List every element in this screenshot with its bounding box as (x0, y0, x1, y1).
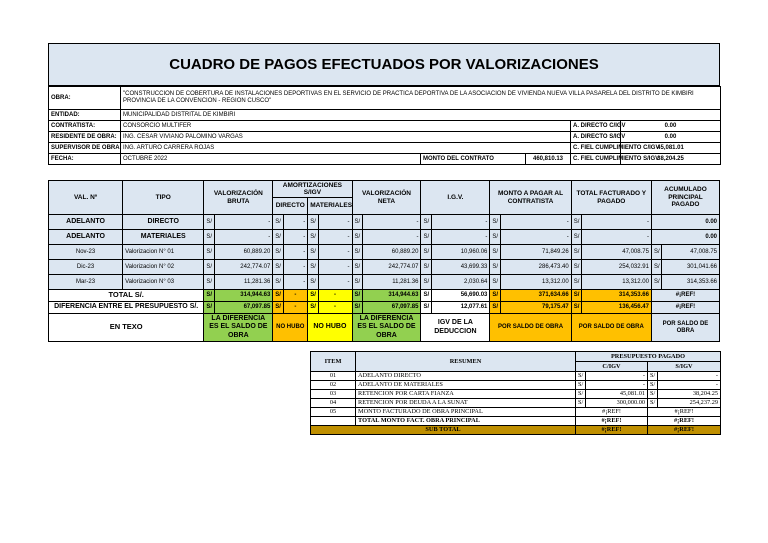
table-row (49, 260, 720, 275)
monto-contrato-value: 460,810.13 (526, 154, 571, 165)
diff-bruta: 67,097.85 (214, 302, 273, 314)
row-val: ADELANTO (49, 230, 123, 245)
currency-cell: S/ (651, 245, 661, 260)
row-neta: - (362, 230, 421, 245)
row-total: - (581, 230, 651, 245)
row-bruta: 11,281.36 (214, 275, 273, 290)
diff-igv: 12,077.61 (431, 302, 490, 314)
currency-cell: S/ (352, 230, 362, 245)
summary-item: 02 (311, 381, 356, 390)
row-tipo: Valorizacion N° 01 (123, 245, 204, 260)
currency-cell: S/ (651, 275, 661, 290)
row-directo: - (283, 245, 308, 260)
row-igv: 10,960.06 (431, 245, 490, 260)
header-tipo: TIPO (123, 181, 204, 215)
row-tipo: MATERIALES (123, 230, 204, 245)
diff-row (49, 302, 720, 314)
row-igv: - (431, 215, 490, 230)
currency-cell: S/ (352, 245, 362, 260)
summary-row (311, 381, 721, 390)
diff-directo: - (283, 302, 308, 314)
row-materiales: - (318, 245, 352, 260)
summary-cigv: - (586, 372, 648, 381)
table-row (49, 245, 720, 260)
obra-label: OBRA: (49, 87, 121, 110)
diff-monto: 79,175.47 (500, 302, 571, 314)
row-neta: 60,889.20 (362, 245, 421, 260)
row-acumulado: 314,353.66 (662, 275, 720, 290)
texto-facturado: POR SALDO DE OBRA (571, 314, 651, 342)
summary-item: 01 (311, 372, 356, 381)
supervisor-label: SUPERVISOR DE OBRA: (49, 143, 121, 154)
summary-sigv: #¡REF! (648, 408, 721, 417)
total-facturado: 314,353.66 (581, 290, 651, 302)
row-directo: - (283, 230, 308, 245)
summary-desc: RETENCION POR DEUDA A LA SUNAT (356, 399, 576, 408)
header-igv: I.G.V. (421, 181, 490, 215)
row-acumulado: 47,008.75 (662, 245, 720, 260)
header-materiales: MATERIALES (308, 198, 352, 215)
total-directo: - (283, 290, 308, 302)
texto-monto: POR SALDO DE OBRA (490, 314, 571, 342)
currency-cell: S/ (576, 390, 586, 399)
row-val: Nov-23 (49, 245, 123, 260)
row-val: Mar-23 (49, 275, 123, 290)
texto-bruta: LA DIFERENCIA ES EL SALDO DE OBRA (204, 314, 273, 342)
summary-subtotal-label: SUB TOTAL (311, 426, 576, 435)
fecha-value: OCTUBRE 2022 (121, 154, 421, 165)
row-val: ADELANTO (49, 215, 123, 230)
diff-acumulado: #¡REF! (651, 302, 719, 314)
currency-cell: S/ (421, 302, 431, 314)
summary-cigv: 300,000.00 (586, 399, 648, 408)
summary-total-row (311, 417, 721, 426)
currency-cell: S/ (204, 230, 214, 245)
currency-cell: S/ (352, 275, 362, 290)
header-total-facturado: TOTAL FACTURADO Y PAGADO (571, 181, 651, 215)
row-materiales: - (318, 275, 352, 290)
cfiel-sigv-label: C. FIEL CUMPLIMIENTO S/IGV (571, 154, 621, 165)
currency-cell: S/ (490, 245, 500, 260)
summary-row (311, 408, 721, 417)
row-neta: 11,281.36 (362, 275, 421, 290)
currency-cell: S/ (308, 290, 318, 302)
texto-neta: LA DIFERENCIA ES EL SALDO DE OBRA (352, 314, 421, 342)
entidad-label: ENTIDAD: (49, 110, 121, 121)
obra-value: "CONSTRUCCION DE COBERTURA DE INSTALACIONES DEPORTIVAS EN EL SERVICIO DE PRACTICA DEPORTIVA DE LA ASOCIACION DE VIVIENDA NUEVA VILLA PASARELA DEL DISTRITO DE KIMBIRI PROVINCIA DE LA CONVENCION - REGION CUSCO" (121, 87, 721, 110)
valuations-table (48, 180, 720, 342)
contratista-label: CONTRATISTA: (49, 121, 121, 132)
summary-cigv-header: C/IGV (576, 362, 648, 372)
currency-cell: S/ (308, 230, 318, 245)
row-total: - (581, 215, 651, 230)
summary-total-label: TOTAL MONTO FACT. OBRA PRINCIPAL (356, 417, 576, 426)
currency-cell: S/ (204, 290, 214, 302)
summary-row (311, 399, 721, 408)
texto-directo: NO HUBO (273, 314, 308, 342)
row-bruta: 242,774.07 (214, 260, 273, 275)
header-directo: DIRECTO (273, 198, 308, 215)
cfiel-sigv-value: 38,204.25 (621, 154, 721, 165)
monto-contrato-label: MONTO DEL CONTRATO (421, 154, 526, 165)
currency-cell: S/ (571, 260, 581, 275)
summary-total-sigv: #¡REF! (648, 417, 721, 426)
header-val-neta: VALORIZACIÓN NETA (352, 181, 421, 215)
row-acumulado: 0.00 (651, 230, 719, 245)
row-monto: - (500, 230, 571, 245)
row-neta: 242,774.07 (362, 260, 421, 275)
total-bruta: 314,944.63 (214, 290, 273, 302)
summary-item: 03 (311, 390, 356, 399)
row-acumulado: 301,041.66 (662, 260, 720, 275)
texto-materiales: NO HUBO (308, 314, 352, 342)
entidad-value: MUNICIPALIDAD DISTRITAL DE KIMBIRI (121, 110, 721, 121)
currency-cell: S/ (352, 290, 362, 302)
summary-sigv: 38,204.25 (658, 390, 721, 399)
summary-desc: ADELANTO DIRECTO (356, 372, 576, 381)
currency-cell: S/ (308, 260, 318, 275)
row-bruta: - (214, 230, 273, 245)
summary-subtotal-row (311, 426, 721, 435)
page-title: CUADRO DE PAGOS EFECTUADOS POR VALORIZACIONES (48, 43, 720, 86)
texto-label: EN TEXO (49, 314, 204, 342)
summary-item: 04 (311, 399, 356, 408)
currency-cell: S/ (490, 260, 500, 275)
texto-igv: IGV DE LA DEDUCCION (421, 314, 490, 342)
row-neta: - (362, 215, 421, 230)
header-acumulado: ACUMULADO PRINCIPAL PAGADO (651, 181, 719, 215)
summary-subtotal-sigv: #¡REF! (648, 426, 721, 435)
summary-desc: ADELANTO DE MATERIALES (356, 381, 576, 390)
currency-cell: S/ (421, 215, 431, 230)
currency-cell: S/ (421, 245, 431, 260)
row-monto: - (500, 215, 571, 230)
total-neta: 314,944.63 (362, 290, 421, 302)
header-amortizaciones: AMORTIZACIONES S/IGV (273, 181, 352, 198)
row-monto: 71,849.26 (500, 245, 571, 260)
currency-cell: S/ (204, 275, 214, 290)
summary-row (311, 390, 721, 399)
currency-cell: S/ (490, 290, 500, 302)
table-row (49, 275, 720, 290)
row-directo: - (283, 275, 308, 290)
summary-subtotal-cigv: #¡REF! (576, 426, 648, 435)
summary-table (310, 351, 721, 435)
currency-cell: S/ (204, 302, 214, 314)
total-monto: 371,634.66 (500, 290, 571, 302)
diff-materiales: - (318, 302, 352, 314)
row-tipo: DIRECTO (123, 215, 204, 230)
currency-cell: S/ (648, 381, 658, 390)
currency-cell: S/ (421, 290, 431, 302)
row-tipo: Valorizacion N° 02 (123, 260, 204, 275)
cfiel-cigv-value: 45,081.01 (621, 143, 721, 154)
residente-value: ING. CESAR VIVIANO PALOMINO VARGAS (121, 132, 571, 143)
currency-cell: S/ (571, 230, 581, 245)
row-bruta: 60,889.20 (214, 245, 273, 260)
currency-cell: S/ (576, 399, 586, 408)
row-materiales: - (318, 260, 352, 275)
currency-cell: S/ (308, 245, 318, 260)
currency-cell: S/ (204, 245, 214, 260)
currency-cell: S/ (273, 215, 283, 230)
row-igv: 2,030.64 (431, 275, 490, 290)
total-acumulado: #¡REF! (651, 290, 719, 302)
a-directo-cigv-label: A. DIRECTO C/IGV (571, 121, 621, 132)
currency-cell: S/ (273, 290, 283, 302)
cfiel-cigv-label: C. FIEL CUMPLIMIENTO C/IGV (571, 143, 621, 154)
row-monto: 286,473.40 (500, 260, 571, 275)
supervisor-value: ING. ARTURO CARRERA ROJAS (121, 143, 571, 154)
currency-cell: S/ (571, 245, 581, 260)
row-tipo: Valorizacion N° 03 (123, 275, 204, 290)
residente-label: RESIDENTE DE OBRA: (49, 132, 121, 143)
summary-item: 05 (311, 408, 356, 417)
row-materiales: - (318, 230, 352, 245)
texto-acumulado: POR SALDO DE OBRA (651, 314, 719, 342)
currency-cell: S/ (352, 260, 362, 275)
total-row (49, 290, 720, 302)
row-igv: 43,699.33 (431, 260, 490, 275)
total-materiales: - (318, 290, 352, 302)
row-total: 254,032.91 (581, 260, 651, 275)
project-info-table (48, 86, 721, 165)
currency-cell: S/ (204, 215, 214, 230)
summary-desc: RETENCION POR CARTA FIANZA (356, 390, 576, 399)
summary-cigv: #¡REF! (576, 408, 648, 417)
currency-cell: S/ (576, 381, 586, 390)
a-directo-sigv-value: 0.00 (621, 132, 721, 143)
currency-cell: S/ (273, 230, 283, 245)
a-directo-sigv-label: A. DIRECTO S/IGV (571, 132, 621, 143)
currency-cell: S/ (273, 260, 283, 275)
summary-item-header: ITEM (311, 352, 356, 372)
row-materiales: - (318, 215, 352, 230)
currency-cell: S/ (648, 390, 658, 399)
currency-cell: S/ (421, 260, 431, 275)
summary-resumen-header: RESUMEN (356, 352, 576, 372)
currency-cell: S/ (648, 372, 658, 381)
diff-label: DIFERENCIA ENTRE EL PRESUPUESTO S/. (49, 302, 204, 314)
row-bruta: - (214, 215, 273, 230)
diff-facturado: 136,456.47 (581, 302, 651, 314)
currency-cell: S/ (421, 275, 431, 290)
currency-cell: S/ (308, 215, 318, 230)
currency-cell: S/ (308, 302, 318, 314)
currency-cell: S/ (571, 215, 581, 230)
currency-cell: S/ (571, 290, 581, 302)
currency-cell: S/ (651, 260, 661, 275)
row-igv: - (431, 230, 490, 245)
currency-cell: S/ (576, 372, 586, 381)
contratista-value: CONSORCIO MULTIFER (121, 121, 571, 132)
table-row (49, 230, 720, 245)
currency-cell: S/ (421, 230, 431, 245)
currency-cell: S/ (490, 302, 500, 314)
currency-cell: S/ (648, 399, 658, 408)
diff-neta: 67,097.85 (362, 302, 421, 314)
summary-presupuesto-header: PRESUPUESTO PAGADO (576, 352, 721, 362)
summary-row (311, 372, 721, 381)
row-val: Dic-23 (49, 260, 123, 275)
row-monto: 13,312.00 (500, 275, 571, 290)
currency-cell: S/ (352, 302, 362, 314)
summary-total-cigv: #¡REF! (576, 417, 648, 426)
row-total: 47,008.75 (581, 245, 651, 260)
header-val: VAL. Nº (49, 181, 123, 215)
header-val-bruta: VALORIZACIÓN BRUTA (204, 181, 273, 215)
summary-sigv-header: S/IGV (648, 362, 721, 372)
summary-cigv: 45,081.01 (586, 390, 648, 399)
summary-cigv: - (586, 381, 648, 390)
currency-cell: S/ (273, 275, 283, 290)
currency-cell: S/ (273, 302, 283, 314)
row-acumulado: 0.00 (651, 215, 719, 230)
row-directo: - (283, 260, 308, 275)
currency-cell: S/ (490, 230, 500, 245)
summary-desc: MONTO FACTURADO DE OBRA PRINCIPAL (356, 408, 576, 417)
row-total: 13,312.00 (581, 275, 651, 290)
summary-sigv: - (658, 381, 721, 390)
fecha-label: FECHA: (49, 154, 121, 165)
table-row (49, 215, 720, 230)
currency-cell: S/ (308, 275, 318, 290)
currency-cell: S/ (490, 275, 500, 290)
currency-cell: S/ (571, 275, 581, 290)
currency-cell: S/ (352, 215, 362, 230)
header-monto-pagar: MONTO A PAGAR AL CONTRATISTA (490, 181, 571, 215)
text-row (49, 314, 720, 342)
currency-cell: S/ (490, 215, 500, 230)
currency-cell: S/ (273, 245, 283, 260)
summary-sigv: 254,237.29 (658, 399, 721, 408)
a-directo-cigv-value: 0.00 (621, 121, 721, 132)
currency-cell: S/ (204, 260, 214, 275)
row-directo: - (283, 215, 308, 230)
total-igv: 56,690.03 (431, 290, 490, 302)
summary-sigv: - (658, 372, 721, 381)
total-label: TOTAL S/. (49, 290, 204, 302)
currency-cell: S/ (571, 302, 581, 314)
